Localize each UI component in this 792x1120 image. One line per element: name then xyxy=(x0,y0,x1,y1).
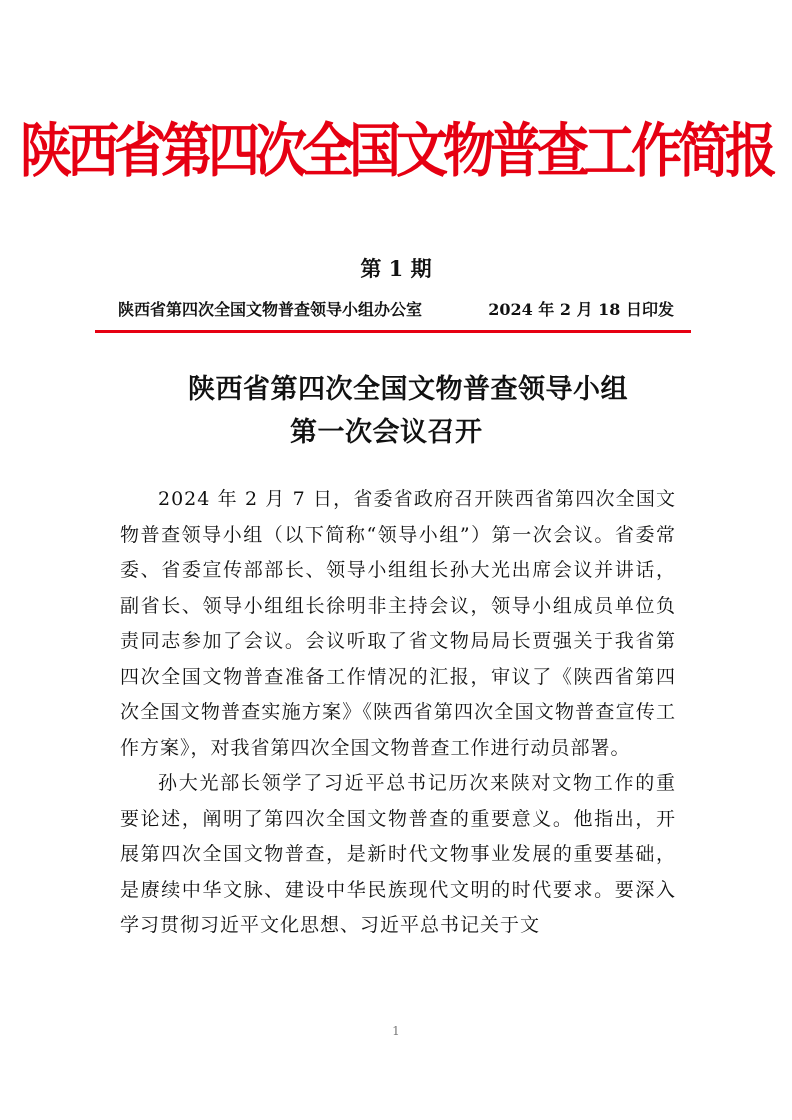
article-paragraph: 孙大光部长领学了习近平总书记历次来陕对文物工作的重要论述，阐明了第四次全国文物普查的重要意义。他指出，开展第四次全国文物普查，是新时代文物事业发展的重要基础，是赓续中华文脉、建设中华民族现代文明的时代要求。要深入学习贯彻习近平文化思想、习近平总书记关于文 xyxy=(120,772,676,936)
header-divider xyxy=(95,330,691,333)
publish-date: 2024 年 2 月 18 日印发 xyxy=(488,300,674,319)
publication-info-row xyxy=(118,296,674,324)
article-paragraph: 2024 年 2 月 7 日，省委省政府召开陕西省第四次全国文物普查领导小组（以下简称“领导小组”）第一次会议。省委常委、省委宣传部部长、领导小组组长孙大光出席会议并讲话，副省长、领导小组组长徐明非主持会议，领导小组成员单位负责同志参加了会议。会议听取了省文物局局长贾强关于我省第四次全国文物普查准备工作情况的汇报，审议了《陕西省第四次全国文物普查实施方案》《陕西省第四次全国文物普查宣传工作方案》，对我省第四次全国文物普查工作进行动员部署。 xyxy=(120,488,676,759)
issue-number: 第 1 期 xyxy=(360,256,432,281)
article-title-line-1: 陕西省第四次全国文物普查领导小组 xyxy=(188,374,628,405)
article-title-line-2: 第一次会议召开 xyxy=(290,417,483,448)
issuing-organization: 陕西省第四次全国文物普查领导小组办公室 xyxy=(118,300,423,319)
article-body xyxy=(120,482,676,944)
page-number: 1 xyxy=(392,1024,400,1038)
bulletin-masthead: 陕西省第四次全国文物普查工作简报 xyxy=(19,118,772,186)
